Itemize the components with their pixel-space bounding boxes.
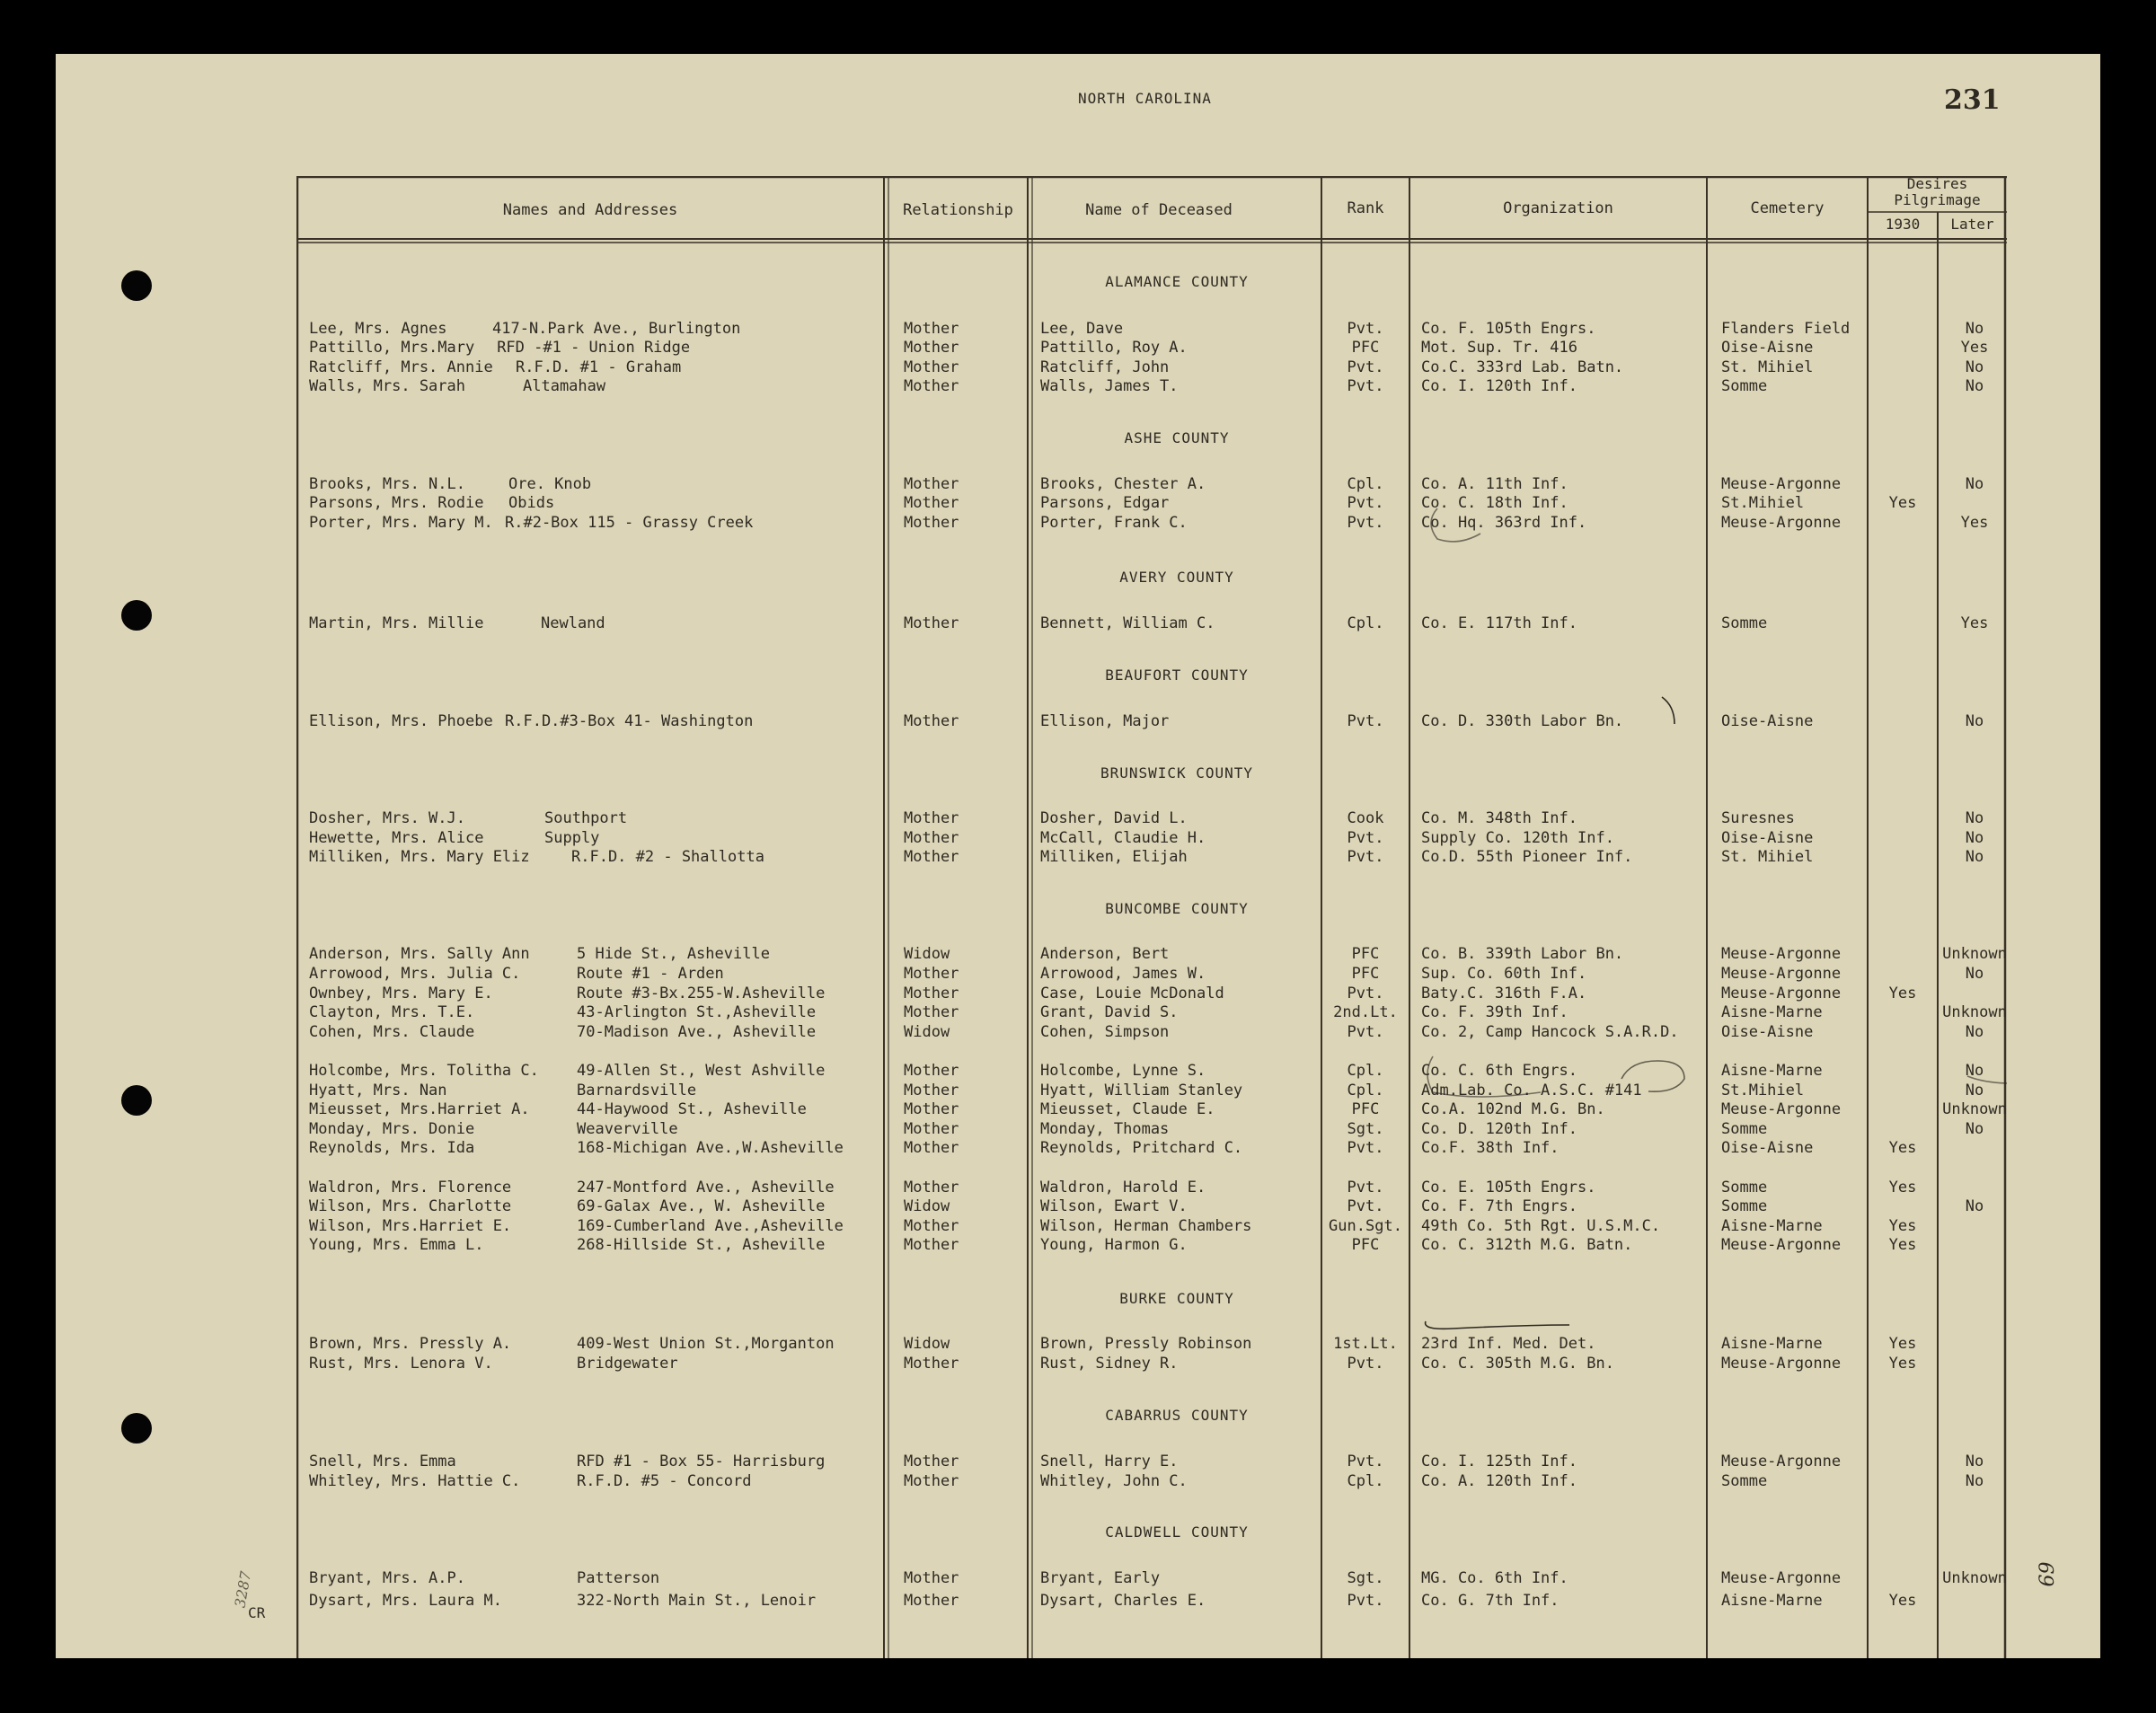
rank-cell: 2nd.Lt. [1333, 1003, 1398, 1021]
relationship-cell: Mother [904, 320, 959, 338]
applicant-name: Reynolds, Mrs. Ida [309, 1139, 475, 1157]
margin-note-cr: CR [248, 1604, 266, 1621]
pilgrimage-later-cell: No [1965, 965, 1984, 983]
applicant-name: Arrowood, Mrs. Julia C. [309, 965, 521, 983]
organization-cell: Co. Hq. 363rd Inf. [1421, 514, 1587, 532]
applicant-name: Dosher, Mrs. W.J. [309, 809, 465, 827]
relationship-cell: Mother [904, 1100, 959, 1118]
cemetery-cell: Meuse-Argonne [1721, 1453, 1842, 1470]
applicant-address: 43-Arlington St.,Asheville [577, 1003, 817, 1021]
cemetery-cell: Meuse-Argonne [1721, 945, 1842, 963]
cemetery-cell: Somme [1721, 1179, 1768, 1196]
deceased-name: Dysart, Charles E. [1040, 1592, 1206, 1610]
applicant-name: Pattillo, Mrs.Mary [309, 339, 475, 357]
organization-cell: Co. D. 120th Inf. [1421, 1120, 1577, 1138]
deceased-name: Bennett, William C. [1040, 614, 1215, 632]
deceased-name: Grant, David S. [1040, 1003, 1179, 1021]
rank-cell: Cpl. [1347, 1472, 1384, 1490]
pilgrimage-1930-cell: Yes [1888, 1139, 1917, 1157]
rank-cell: Pvt. [1347, 985, 1384, 1002]
rank-cell: 1st.Lt. [1333, 1335, 1398, 1353]
deceased-name: Porter, Frank C. [1040, 514, 1188, 532]
deceased-name: Anderson, Bert [1040, 945, 1170, 963]
applicant-address: R.#2-Box 115 - Grassy Creek [505, 514, 754, 532]
applicant-name: Young, Mrs. Emma L. [309, 1236, 484, 1254]
pilgrimage-1930-cell: Yes [1888, 1179, 1917, 1196]
margin-note-right: 69 [2033, 1561, 2056, 1587]
organization-cell: Co.D. 55th Pioneer Inf. [1421, 848, 1633, 866]
column-header-desires: Desires Pilgrimage [1894, 175, 1981, 208]
applicant-address: R.F.D.#3-Box 41- Washington [505, 712, 754, 730]
pilgrimage-later-cell: No [1965, 848, 1984, 866]
cemetery-cell: St.Mihiel [1721, 494, 1805, 512]
organization-cell: Co. C. 305th M.G. Bn. [1421, 1355, 1614, 1373]
rank-cell: Cpl. [1347, 1062, 1384, 1080]
applicant-address: 322-North Main St., Lenoir [577, 1592, 817, 1610]
pilgrimage-later-cell: No [1965, 1062, 1984, 1080]
relationship-cell: Mother [904, 809, 959, 827]
cemetery-cell: Oise-Aisne [1721, 712, 1814, 730]
applicant-address: RFD #1 - Box 55- Harrisburg [577, 1453, 826, 1470]
rank-cell: Cpl. [1347, 614, 1384, 632]
deceased-name: Pattillo, Roy A. [1040, 339, 1188, 357]
pilgrimage-later-cell: No [1965, 358, 1984, 376]
applicant-address: Altamahaw [523, 377, 606, 395]
state-heading: NORTH CAROLINA [1078, 90, 1212, 107]
deceased-name: Young, Harmon G. [1040, 1236, 1188, 1254]
column-header-later: Later [1950, 216, 1994, 233]
relationship-cell: Mother [904, 1236, 959, 1254]
applicant-address: Southport [544, 809, 628, 827]
deceased-name: Wilson, Herman Chambers [1040, 1217, 1252, 1235]
county-heading: BEAUFORT COUNTY [1105, 667, 1249, 684]
pilgrimage-1930-cell: Yes [1888, 494, 1917, 512]
binder-hole [121, 1085, 152, 1116]
pilgrimage-1930-cell: Yes [1888, 1335, 1917, 1353]
relationship-cell: Mother [904, 1453, 959, 1470]
applicant-name: Hewette, Mrs. Alice [309, 829, 484, 847]
applicant-address: R.F.D. #2 - Shallotta [571, 848, 764, 866]
applicant-name: Cohen, Mrs. Claude [309, 1023, 475, 1041]
applicant-name: Walls, Mrs. Sarah [309, 377, 465, 395]
applicant-name: Clayton, Mrs. T.E. [309, 1003, 475, 1021]
cemetery-cell: Aisne-Marne [1721, 1335, 1823, 1353]
applicant-name: Waldron, Mrs. Florence [309, 1179, 512, 1196]
deceased-name: Brown, Pressly Robinson [1040, 1335, 1252, 1353]
deceased-name: Reynolds, Pritchard C. [1040, 1139, 1243, 1157]
cemetery-cell: Somme [1721, 1197, 1768, 1215]
applicant-name: Wilson, Mrs. Charlotte [309, 1197, 512, 1215]
rank-cell: Cook [1347, 809, 1384, 827]
relationship-cell: Mother [904, 829, 959, 847]
cemetery-cell: Oise-Aisne [1721, 1139, 1814, 1157]
rank-cell: PFC [1351, 1100, 1380, 1118]
deceased-name: Walls, James T. [1040, 377, 1179, 395]
relationship-cell: Widow [904, 1335, 950, 1353]
applicant-address: Weaverville [577, 1120, 678, 1138]
cemetery-cell: Meuse-Argonne [1721, 1569, 1842, 1587]
column-header-names: Names and Addresses [502, 201, 678, 219]
relationship-cell: Mother [904, 1592, 959, 1610]
relationship-cell: Widow [904, 945, 950, 963]
applicant-name: Brooks, Mrs. N.L. [309, 475, 465, 493]
margin-note-handwritten: 3287 [231, 1569, 255, 1610]
relationship-cell: Mother [904, 475, 959, 493]
organization-cell: Baty.C. 316th F.A. [1421, 985, 1587, 1002]
pilgrimage-later-cell: No [1965, 809, 1984, 827]
applicant-address: R.F.D. #5 - Concord [577, 1472, 752, 1490]
deceased-name: Whitley, John C. [1040, 1472, 1188, 1490]
cemetery-cell: Somme [1721, 1120, 1768, 1138]
rank-cell: Pvt. [1347, 1453, 1384, 1470]
organization-cell: Co. G. 7th Inf. [1421, 1592, 1560, 1610]
cemetery-cell: Meuse-Argonne [1721, 965, 1842, 983]
cemetery-cell: St. Mihiel [1721, 848, 1814, 866]
cemetery-cell: Oise-Aisne [1721, 829, 1814, 847]
organization-cell: Co. E. 105th Engrs. [1421, 1179, 1596, 1196]
organization-cell: Co. D. 330th Labor Bn. [1421, 712, 1624, 730]
cemetery-cell: Oise-Aisne [1721, 339, 1814, 357]
relationship-cell: Mother [904, 1139, 959, 1157]
applicant-address: 70-Madison Ave., Asheville [577, 1023, 817, 1041]
applicant-address: Route #3-Bx.255-W.Asheville [577, 985, 826, 1002]
cemetery-cell: Oise-Aisne [1721, 1023, 1814, 1041]
applicant-address: 169-Cumberland Ave.,Asheville [577, 1217, 844, 1235]
deceased-name: Brooks, Chester A. [1040, 475, 1206, 493]
applicant-address: 44-Haywood St., Asheville [577, 1100, 807, 1118]
deceased-name: Waldron, Harold E. [1040, 1179, 1206, 1196]
relationship-cell: Mother [904, 1120, 959, 1138]
rank-cell: Pvt. [1347, 358, 1384, 376]
applicant-address: 49-Allen St., West Ashville [577, 1062, 826, 1080]
cemetery-cell: Somme [1721, 1472, 1768, 1490]
relationship-cell: Mother [904, 339, 959, 357]
rank-cell: Pvt. [1347, 320, 1384, 338]
applicant-name: Dysart, Mrs. Laura M. [309, 1592, 502, 1610]
applicant-name: Porter, Mrs. Mary M. [309, 514, 493, 532]
applicant-address: R.F.D. #1 - Graham [516, 358, 682, 376]
organization-cell: Co. E. 117th Inf. [1421, 614, 1577, 632]
pilgrimage-later-cell: No [1965, 1082, 1984, 1099]
pilgrimage-later-cell: No [1965, 1120, 1984, 1138]
pilgrimage-later-cell: No [1965, 1472, 1984, 1490]
cemetery-cell: Aisne-Marne [1721, 1592, 1823, 1610]
relationship-cell: Mother [904, 1217, 959, 1235]
pilgrimage-1930-cell: Yes [1888, 1236, 1917, 1254]
rank-cell: Pvt. [1347, 1179, 1384, 1196]
applicant-name: Ownbey, Mrs. Mary E. [309, 985, 493, 1002]
rank-cell: Pvt. [1347, 1023, 1384, 1041]
applicant-address: Bridgewater [577, 1355, 678, 1373]
applicant-address: Barnardsville [577, 1082, 697, 1099]
pilgrimage-later-cell: No [1965, 1197, 1984, 1215]
pilgrimage-later-cell: Yes [1960, 514, 1989, 532]
applicant-name: Snell, Mrs. Emma [309, 1453, 456, 1470]
rank-cell: Gun.Sgt. [1329, 1217, 1402, 1235]
organization-cell: MG. Co. 6th Inf. [1421, 1569, 1568, 1587]
applicant-name: Martin, Mrs. Millie [309, 614, 484, 632]
cemetery-cell: Aisne-Marne [1721, 1003, 1823, 1021]
relationship-cell: Mother [904, 1062, 959, 1080]
organization-cell: Sup. Co. 60th Inf. [1421, 965, 1587, 983]
rank-cell: Cpl. [1347, 1082, 1384, 1099]
pilgrimage-later-cell: Unknown [1942, 1003, 2007, 1021]
relationship-cell: Mother [904, 514, 959, 532]
deceased-name: Mieusset, Claude E. [1040, 1100, 1215, 1118]
relationship-cell: Mother [904, 1472, 959, 1490]
rank-cell: Cpl. [1347, 475, 1384, 493]
relationship-cell: Mother [904, 1569, 959, 1587]
county-heading: CABARRUS COUNTY [1105, 1407, 1249, 1424]
pilgrimage-later-cell: Unknown [1942, 945, 2007, 963]
applicant-name: Ellison, Mrs. Phoebe [309, 712, 493, 730]
rank-cell: PFC [1351, 945, 1380, 963]
applicant-name: Brown, Mrs. Pressly A. [309, 1335, 512, 1353]
rank-cell: PFC [1351, 339, 1380, 357]
relationship-cell: Mother [904, 494, 959, 512]
applicant-name: Lee, Mrs. Agnes [309, 320, 447, 338]
relationship-cell: Widow [904, 1197, 950, 1215]
column-header-rank: Rank [1347, 199, 1384, 217]
relationship-cell: Mother [904, 985, 959, 1002]
applicant-name: Anderson, Mrs. Sally Ann [309, 945, 530, 963]
pilgrimage-later-cell: No [1965, 1453, 1984, 1470]
applicant-address: Newland [541, 614, 605, 632]
pilgrimage-later-cell: No [1965, 475, 1984, 493]
applicant-name: Monday, Mrs. Donie [309, 1120, 475, 1138]
applicant-name: Whitley, Mrs. Hattie C. [309, 1472, 521, 1490]
deceased-name: Case, Louie McDonald [1040, 985, 1224, 1002]
applicant-address: 409-West Union St.,Morganton [577, 1335, 835, 1353]
organization-cell: Co. M. 348th Inf. [1421, 809, 1577, 827]
relationship-cell: Mother [904, 358, 959, 376]
deceased-name: Hyatt, William Stanley [1040, 1082, 1243, 1099]
applicant-address: RFD -#1 - Union Ridge [497, 339, 691, 357]
deceased-name: Rust, Sidney R. [1040, 1355, 1179, 1373]
organization-cell: Co. F. 7th Engrs. [1421, 1197, 1577, 1215]
pilgrimage-1930-cell: Yes [1888, 1592, 1917, 1610]
rank-cell: Pvt. [1347, 829, 1384, 847]
organization-cell: Adm.Lab. Co. A.S.C. #141 [1421, 1082, 1642, 1099]
organization-cell: Co. B. 339th Labor Bn. [1421, 945, 1624, 963]
applicant-name: Mieusset, Mrs.Harriet A. [309, 1100, 530, 1118]
deceased-name: Parsons, Edgar [1040, 494, 1170, 512]
applicant-name: Rust, Mrs. Lenora V. [309, 1355, 493, 1373]
applicant-name: Milliken, Mrs. Mary Eliz [309, 848, 530, 866]
binder-hole [121, 600, 152, 631]
cemetery-cell: Meuse-Argonne [1721, 475, 1842, 493]
rank-cell: PFC [1351, 1236, 1380, 1254]
relationship-cell: Mother [904, 1179, 959, 1196]
organization-cell: 49th Co. 5th Rgt. U.S.M.C. [1421, 1217, 1661, 1235]
table-grid [296, 176, 2007, 1658]
cemetery-cell: Somme [1721, 377, 1768, 395]
cemetery-cell: Somme [1721, 614, 1768, 632]
deceased-name: Lee, Dave [1040, 320, 1124, 338]
deceased-name: Arrowood, James W. [1040, 965, 1206, 983]
applicant-address: 69-Galax Ave., W. Asheville [577, 1197, 826, 1215]
county-heading: ASHE COUNTY [1124, 429, 1230, 446]
page-number: 231 [1944, 84, 2001, 116]
relationship-cell: Mother [904, 614, 959, 632]
applicant-address: 168-Michigan Ave.,W.Asheville [577, 1139, 844, 1157]
binder-hole [121, 270, 152, 301]
organization-cell: Co. A. 11th Inf. [1421, 475, 1568, 493]
column-header-cemetery: Cemetery [1750, 199, 1825, 217]
organization-cell: 23rd Inf. Med. Det. [1421, 1335, 1596, 1353]
pilgrimage-later-cell: No [1965, 320, 1984, 338]
deceased-name: Milliken, Elijah [1040, 848, 1188, 866]
applicant-address: 268-Hillside St., Asheville [577, 1236, 826, 1254]
pilgrimage-later-cell: Yes [1960, 614, 1989, 632]
applicant-address: Patterson [577, 1569, 660, 1587]
rank-cell: Pvt. [1347, 377, 1384, 395]
county-heading: CALDWELL COUNTY [1105, 1523, 1249, 1541]
column-header-organization: Organization [1503, 199, 1613, 217]
relationship-cell: Mother [904, 848, 959, 866]
pilgrimage-1930-cell: Yes [1888, 1217, 1917, 1235]
pilgrimage-later-cell: No [1965, 377, 1984, 395]
applicant-name: Bryant, Mrs. A.P. [309, 1569, 465, 1587]
deceased-name: Bryant, Early [1040, 1569, 1161, 1587]
pilgrimage-1930-cell: Yes [1888, 985, 1917, 1002]
deceased-name: Wilson, Ewart V. [1040, 1197, 1188, 1215]
organization-cell: Supply Co. 120th Inf. [1421, 829, 1614, 847]
column-header-relationship: Relationship [903, 201, 1013, 219]
deceased-name: Cohen, Simpson [1040, 1023, 1170, 1041]
applicant-address: Route #1 - Arden [577, 965, 724, 983]
organization-cell: Co. 2, Camp Hancock S.A.R.D. [1421, 1023, 1679, 1041]
rank-cell: Pvt. [1347, 1197, 1384, 1215]
county-heading: BRUNSWICK COUNTY [1100, 764, 1254, 781]
applicant-address: 417-N.Park Ave., Burlington [492, 320, 741, 338]
applicant-address: Supply [544, 829, 600, 847]
applicant-address: 247-Montford Ave., Asheville [577, 1179, 835, 1196]
deceased-name: Ellison, Major [1040, 712, 1170, 730]
rank-cell: Pvt. [1347, 514, 1384, 532]
county-heading: BUNCOMBE COUNTY [1105, 900, 1249, 917]
cemetery-cell: Meuse-Argonne [1721, 1236, 1842, 1254]
organization-cell: Co.F. 38th Inf. [1421, 1139, 1560, 1157]
applicant-name: Parsons, Mrs. Rodie [309, 494, 484, 512]
deceased-name: McCall, Claudie H. [1040, 829, 1206, 847]
relationship-cell: Mother [904, 1082, 959, 1099]
rank-cell: Sgt. [1347, 1569, 1384, 1587]
county-heading: AVERY COUNTY [1119, 569, 1234, 586]
organization-cell: Co. I. 125th Inf. [1421, 1453, 1577, 1470]
cemetery-cell: Meuse-Argonne [1721, 1355, 1842, 1373]
organization-cell: Mot. Sup. Tr. 416 [1421, 339, 1577, 357]
deceased-name: Monday, Thomas [1040, 1120, 1170, 1138]
cemetery-cell: Flanders Field [1721, 320, 1851, 338]
pilgrimage-1930-cell: Yes [1888, 1355, 1917, 1373]
rank-cell: Pvt. [1347, 1592, 1384, 1610]
county-heading: BURKE COUNTY [1119, 1290, 1234, 1307]
applicant-address: Obids [508, 494, 555, 512]
pilgrimage-later-cell: No [1965, 1023, 1984, 1041]
organization-cell: Co. A. 120th Inf. [1421, 1472, 1577, 1490]
cemetery-cell: Aisne-Marne [1721, 1217, 1823, 1235]
rank-cell: Pvt. [1347, 494, 1384, 512]
relationship-cell: Widow [904, 1023, 950, 1041]
deceased-name: Ratcliff, John [1040, 358, 1170, 376]
record-table [296, 176, 2007, 1658]
organization-cell: Co. F. 39th Inf. [1421, 1003, 1568, 1021]
column-header-deceased: Name of Deceased [1085, 201, 1233, 219]
rank-cell: Pvt. [1347, 1139, 1384, 1157]
deceased-name: Snell, Harry E. [1040, 1453, 1179, 1470]
organization-cell: Co. C. 312th M.G. Batn. [1421, 1236, 1633, 1254]
relationship-cell: Mother [904, 1355, 959, 1373]
relationship-cell: Mother [904, 377, 959, 395]
column-header-1930: 1930 [1885, 216, 1921, 233]
applicant-name: Wilson, Mrs.Harriet E. [309, 1217, 512, 1235]
pilgrimage-later-cell: Yes [1960, 339, 1989, 357]
rank-cell: Pvt. [1347, 712, 1384, 730]
rank-cell: Pvt. [1347, 1355, 1384, 1373]
organization-cell: Co.A. 102nd M.G. Bn. [1421, 1100, 1605, 1118]
applicant-name: Hyatt, Mrs. Nan [309, 1082, 447, 1099]
organization-cell: Co. I. 120th Inf. [1421, 377, 1577, 395]
pilgrimage-later-cell: Unknown [1942, 1100, 2007, 1118]
cemetery-cell: St. Mihiel [1721, 358, 1814, 376]
organization-cell: Co. F. 105th Engrs. [1421, 320, 1596, 338]
binder-hole [121, 1413, 152, 1444]
organization-cell: Co. C. 18th Inf. [1421, 494, 1568, 512]
cemetery-cell: Meuse-Argonne [1721, 1100, 1842, 1118]
organization-cell: Co.C. 333rd Lab. Batn. [1421, 358, 1624, 376]
rank-cell: Sgt. [1347, 1120, 1384, 1138]
relationship-cell: Mother [904, 965, 959, 983]
pilgrimage-later-cell: No [1965, 712, 1984, 730]
county-heading: ALAMANCE COUNTY [1105, 273, 1249, 290]
applicant-name: Ratcliff, Mrs. Annie [309, 358, 493, 376]
pilgrimage-later-cell: No [1965, 829, 1984, 847]
deceased-name: Dosher, David L. [1040, 809, 1188, 827]
cemetery-cell: Meuse-Argonne [1721, 514, 1842, 532]
applicant-name: Holcombe, Mrs. Tolitha C. [309, 1062, 539, 1080]
rank-cell: PFC [1351, 965, 1380, 983]
relationship-cell: Mother [904, 1003, 959, 1021]
cemetery-cell: Aisne-Marne [1721, 1062, 1823, 1080]
cemetery-cell: Suresnes [1721, 809, 1795, 827]
deceased-name: Holcombe, Lynne S. [1040, 1062, 1206, 1080]
organization-cell: Co. C. 6th Engrs. [1421, 1062, 1577, 1080]
applicant-address: Ore. Knob [508, 475, 592, 493]
cemetery-cell: St.Mihiel [1721, 1082, 1805, 1099]
relationship-cell: Mother [904, 712, 959, 730]
pilgrimage-later-cell: Unknown [1942, 1569, 2007, 1587]
cemetery-cell: Meuse-Argonne [1721, 985, 1842, 1002]
rank-cell: Pvt. [1347, 848, 1384, 866]
applicant-address: 5 Hide St., Asheville [577, 945, 770, 963]
